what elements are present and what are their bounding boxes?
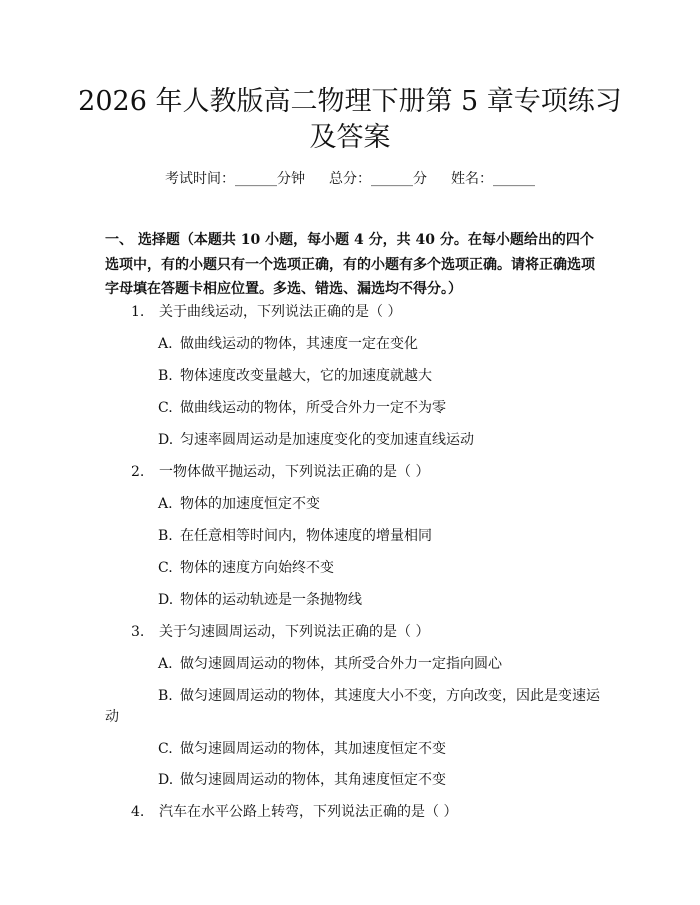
q3-option-c <box>158 740 446 758</box>
q1-option-b <box>158 367 432 385</box>
option-letter: C. <box>158 741 173 757</box>
option-letter: C. <box>158 400 173 416</box>
option-letter: A. <box>158 336 173 352</box>
question-2 <box>131 463 429 481</box>
question-number: 3. <box>131 624 145 640</box>
option-letter: D. <box>158 592 174 608</box>
option-text: 做匀速圆周运动的物体，其速度大小不变，方向改变，因此是变速运 <box>180 688 600 704</box>
option-text: 做匀速圆周运动的物体，其加速度恒定不变 <box>180 741 446 757</box>
option-text: 做曲线运动的物体，所受合外力一定不为零 <box>180 400 446 416</box>
option-text: 在任意相等时间内，物体速度的增量相同 <box>180 528 432 544</box>
exam-time: 考试时间：______分钟 <box>165 171 305 187</box>
document-title-line-1: 2026 年人教版高二物理下册第 5 章专项练习 <box>78 86 622 117</box>
question-text: 关于曲线运动，下列说法正确的是（ ） <box>159 304 402 320</box>
question-text: 汽车在水平公路上转弯，下列说法正确的是（ ） <box>159 804 458 820</box>
q1-option-d <box>158 431 474 449</box>
option-text: 物体的运动轨迹是一条抛物线 <box>180 592 362 608</box>
question-4 <box>131 803 457 821</box>
option-letter: B. <box>158 688 173 704</box>
option-text: 物体速度改变量越大，它的加速度就越大 <box>180 368 432 384</box>
q2-option-a <box>158 495 320 513</box>
option-text: 物体的速度方向始终不变 <box>180 560 334 576</box>
document-title-line-2: 及答案 <box>309 122 391 153</box>
question-number: 2. <box>131 464 145 480</box>
q1-option-a <box>158 335 418 353</box>
q2-option-b <box>158 527 432 545</box>
q1-option-c <box>158 399 446 417</box>
q3-option-b <box>158 687 600 705</box>
option-text: 做匀速圆周运动的物体，其角速度恒定不变 <box>180 772 446 788</box>
section-heading: 一、 选择题（本题共 10 小题，每小题 4 分，共 40 分。在每小题给出的四个选项中，有的小题只有一个选项正确，有的小题有多个选项正确。请将正确选项字母填在答题卡相应位置。多选、错选、漏选均不得分。） <box>105 232 595 297</box>
option-letter: D. <box>158 772 174 788</box>
total-score: 总分：______分 <box>329 171 427 187</box>
question-text: 关于匀速圆周运动，下列说法正确的是（ ） <box>159 624 430 640</box>
q3-option-b-continuation: 动 <box>105 709 119 725</box>
question-number: 4. <box>131 804 145 820</box>
q3-option-d <box>158 771 446 789</box>
question-1 <box>131 303 401 321</box>
option-text: 做匀速圆周运动的物体，其所受合外力一定指向圆心 <box>180 656 502 672</box>
option-letter: C. <box>158 560 173 576</box>
option-letter: A. <box>158 656 173 672</box>
option-text: 做曲线运动的物体，其速度一定在变化 <box>180 336 418 352</box>
q3-option-a <box>158 655 502 673</box>
option-letter: A. <box>158 496 173 512</box>
question-text: 一物体做平抛运动，下列说法正确的是（ ） <box>159 464 430 480</box>
question-number: 1. <box>131 304 145 320</box>
question-3 <box>131 623 429 641</box>
option-text: 匀速率圆周运动是加速度变化的变加速直线运动 <box>180 432 474 448</box>
option-letter: D. <box>158 432 174 448</box>
option-letter: B. <box>158 368 173 384</box>
option-text: 物体的加速度恒定不变 <box>180 496 320 512</box>
exam-info <box>0 170 700 188</box>
q2-option-c <box>158 559 334 577</box>
q2-option-d <box>158 591 362 609</box>
student-name: 姓名：______ <box>451 171 535 187</box>
option-letter: B. <box>158 528 173 544</box>
